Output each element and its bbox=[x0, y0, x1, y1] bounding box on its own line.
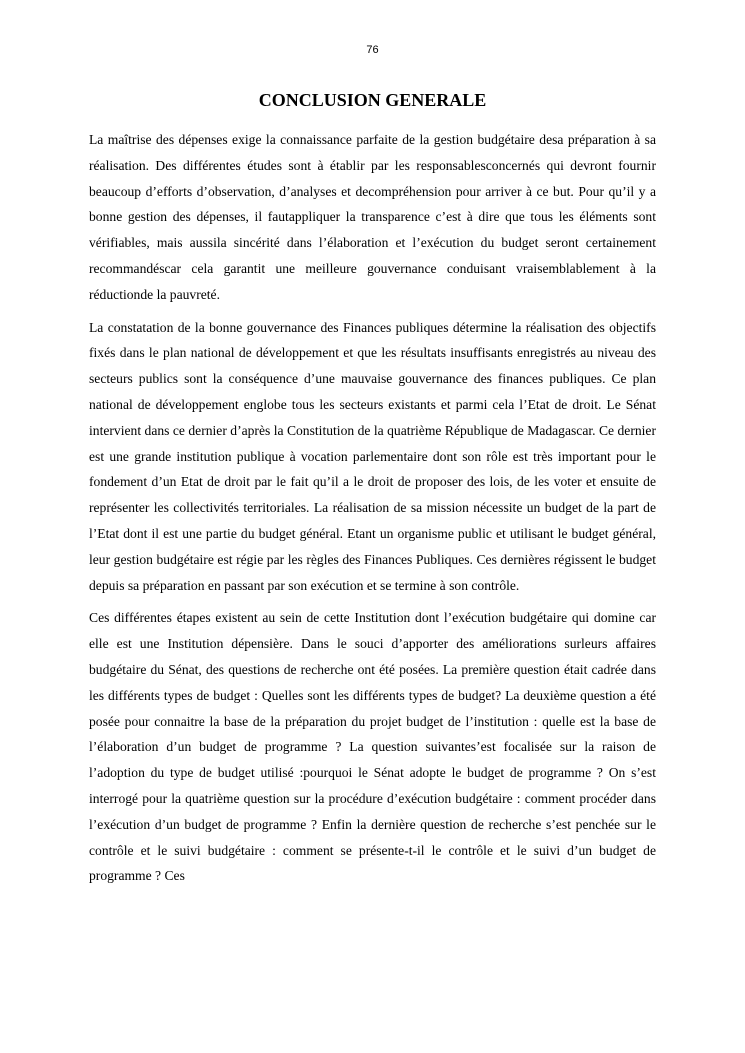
paragraph-research-questions: Ces différentes étapes existent au sein de cette Institution dont l’exécution budgétaire qui domine car elle est une Institution dépensière. Dans le souci d’apporter des améliorations surleurs affaires budgétaire du Sénat, des questions de recherche ont été posées. La première question était cadrée dans les différents types de budget : Quelles sont les différents types de budget? La deuxième question a été posée pour connaitre la base de la préparation du projet budget de l’institution : quelle est la base de l’élaboration d’un budget de programme ? La question suivantes’est focalisée sur la raison de l’adoption du type de budget utilisé :pourquoi le Sénat adopte le budget de programme ? On s’est interrogé pour la quatrième question sur la procédure d’exécution budgétaire : comment procéder dans l’exécution d’un budget de programme ? Enfin la dernière question de recherche s’est penchée sur le contrôle et le suivi budgétaire : comment se présente-t-il le contrôle et le suivi d’un budget de programme ? Ces bbox=[89, 610, 656, 884]
body-text bbox=[89, 127, 656, 896]
paragraph-good-governance: La constatation de la bonne gouvernance des Finances publiques détermine la réalisation des objectifs fixés dans le plan national de développement et que les résultats insuffisants enregistrés au niveau des secteurs publics sont la conséquence d’une mauvaise gouvernance des finances publiques. Ce plan national de développement englobe tous les secteurs existants et parmi cela l’Etat de droit. Le Sénat intervient dans ce dernier d’après la Constitution de la quatrième République de Madagascar. Ce dernier est une grande institution publique à vocation parlementaire dont son rôle est très important pour le fondement d’un Etat de droit par le fait qu’il a le droit de proposer des lois, de les voter et ensuite de représenter les collectivités territoriales. La réalisation de sa mission nécessite un budget de la part de l’Etat dont il est une partie du budget général. Etant un organisme public et utilisant le budget général, leur gestion budgétaire est régie par les règles des Finances Publiques. Ces dernières régissent le budget depuis sa préparation en passant par son exécution et se termine à son contrôle. bbox=[89, 319, 656, 593]
page-number: 76 bbox=[366, 44, 379, 56]
paragraph-budget-control: La maîtrise des dépenses exige la connaissance parfaite de la gestion budgétaire desa préparation à sa réalisation. Des différentes études sont à établir par les responsablesconcernés qui devront fournir beaucoup d’efforts d’observation, d’analyses et decompréhension pour arriver à ce but. Pour qu’il y a bonne gestion des dépenses, il fautappliquer la transparence c’est à dire que tous les éléments sont vérifiables, mais aussila sincérité dans l’élaboration et l’exécution du budget seront certainement recommandéscar cela garantit une meilleure gouvernance conduisant vraisemblablement à la réductionde la pauvreté. bbox=[89, 132, 656, 302]
page-title: CONCLUSION GENERALE bbox=[258, 90, 487, 110]
